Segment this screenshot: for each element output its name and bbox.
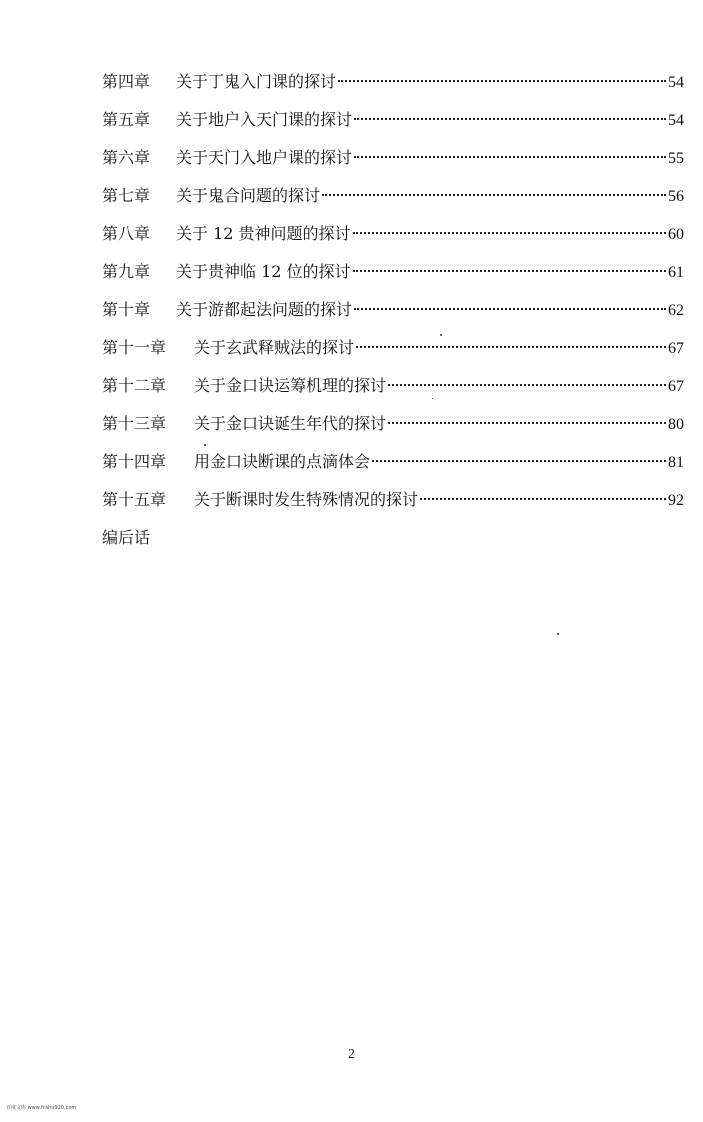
chapter-number: 第四章 [102,72,151,91]
chapter-page-number: 54 [668,74,684,91]
watermark-text: 百度文库 www.fcshu920.com [6,1105,77,1111]
chapter-page-number: 61 [668,264,684,281]
chapter-title: 关于游都起法问题的探讨 [176,300,353,319]
scan-speck [204,444,206,446]
chapter-page-number: 80 [668,416,684,433]
chapter-number: 第十章 [102,300,151,319]
toc-entry[interactable] [102,63,684,101]
chapter-number: 第九章 [102,262,151,281]
chapter-title: 关于地户入天门课的探讨 [176,110,353,129]
chapter-number: 第六章 [102,148,151,167]
table-of-contents [102,63,684,519]
dot-leader [420,498,666,500]
scan-speck [557,633,559,635]
toc-entry[interactable] [102,177,684,215]
chapter-number: 第十五章 [102,490,167,509]
toc-entry[interactable] [102,481,684,519]
chapter-page-number: 92 [668,492,684,509]
dot-leader [353,270,666,272]
toc-entry[interactable] [102,405,684,443]
chapter-title: 关于鬼合问题的探讨 [176,186,321,205]
chapter-page-number: 67 [668,340,684,357]
chapter-page-number: 81 [668,454,684,471]
chapter-number: 第五章 [102,110,151,129]
chapter-number: 第十二章 [102,376,167,395]
chapter-page-number: 62 [668,302,684,319]
chapter-title: 关于天门入地户课的探讨 [176,148,353,167]
dot-leader [322,194,666,196]
chapter-page-number: 60 [668,226,684,243]
dot-leader [388,422,666,424]
chapter-title: 关于断课时发生特殊情况的探讨 [194,490,419,509]
toc-entry[interactable] [102,101,684,139]
dot-leader [388,384,666,386]
chapter-title: 关于金口诀诞生年代的探讨 [194,414,387,433]
dot-leader [356,346,666,348]
dot-leader [338,80,666,82]
dot-leader [353,232,666,234]
chapter-number: 第十三章 [102,414,167,433]
scan-speck [432,398,433,399]
page-number: 2 [348,1047,355,1062]
chapter-title: 关于金口诀运筹机理的探讨 [194,376,387,395]
toc-entry[interactable] [102,367,684,405]
chapter-number: 第七章 [102,186,151,205]
dot-leader [372,460,666,462]
chapter-page-number: 56 [668,188,684,205]
chapter-number: 第十四章 [102,452,167,471]
chapter-title: 关于玄武释贼法的探讨 [194,338,355,357]
toc-entry[interactable] [102,139,684,177]
toc-entry[interactable] [102,253,684,291]
dot-leader [354,156,666,158]
chapter-number: 第八章 [102,224,151,243]
toc-entry[interactable] [102,215,684,253]
dot-leader [354,118,666,120]
afterword-entry[interactable]: 编后话 [102,528,151,547]
dot-leader [354,308,666,310]
chapter-title: 关于贵神临 12 位的探讨 [176,262,351,281]
chapter-page-number: 55 [668,150,684,167]
chapter-title: 关于 12 贵神问题的探讨 [176,224,351,243]
chapter-page-number: 67 [668,378,684,395]
chapter-title: 关于丁鬼入门课的探讨 [176,72,337,91]
chapter-title: 用金口诀断课的点滴体会 [194,452,371,471]
toc-entry[interactable] [102,443,684,481]
scan-speck [440,334,442,336]
chapter-page-number: 54 [668,112,684,129]
chapter-number: 第十一章 [102,338,167,357]
toc-entry[interactable] [102,329,684,367]
toc-entry[interactable] [102,291,684,329]
